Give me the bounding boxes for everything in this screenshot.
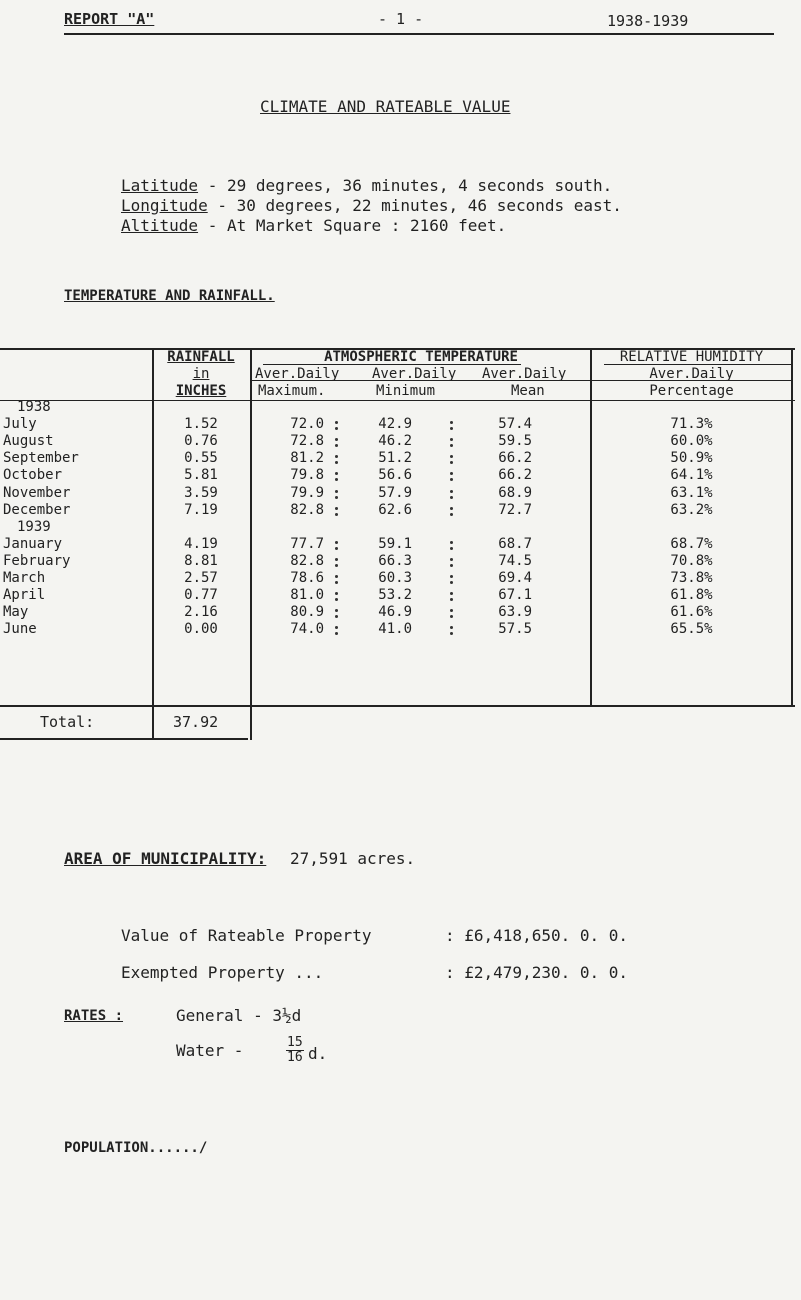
max-temp-cell: 79.8 [290, 467, 324, 484]
min-temp-cell: 46.2 [378, 433, 412, 450]
min-header-avg: Aver.Daily [372, 366, 457, 382]
report-label: REPORT "A" [64, 10, 155, 28]
separator-dot [450, 455, 453, 458]
year-label: 1939 [17, 518, 51, 535]
max-temp-cell: 72.8 [290, 433, 324, 450]
separator-dot [335, 564, 338, 567]
water-suffix: d. [308, 1044, 328, 1063]
max-header-avg: Aver.Daily [255, 366, 340, 382]
month-label: November [3, 484, 71, 501]
humidity-header-pct: Percentage [649, 383, 734, 399]
max-temp-cell: 81.2 [290, 450, 324, 467]
separator-dot [335, 558, 338, 561]
separator-dot [335, 455, 338, 458]
general-value: 3½d [272, 1006, 302, 1025]
separator-dot [335, 472, 338, 475]
latitude-label: Latitude [121, 176, 199, 195]
separator-dot [450, 490, 453, 493]
min-temp-cell: 60.3 [378, 570, 412, 586]
mean-temp-cell: 72.7 [498, 501, 532, 518]
separator-dot [450, 496, 453, 499]
min-temp-cell: 42.9 [378, 416, 412, 433]
mean-header: Mean [511, 383, 545, 399]
humidity-cell: 63.1% [670, 484, 713, 501]
longitude-label: Longitude [121, 196, 208, 215]
header-bottom-rule [0, 400, 795, 401]
exempted-label: Exempted Property ... [121, 963, 324, 982]
section-title: TEMPERATURE AND RAINFALL. [64, 288, 275, 304]
table-bottom-rule [0, 705, 795, 707]
latitude-value: - 29 degrees, 36 minutes, 4 seconds south. [198, 176, 613, 195]
mean-temp-cell: 57.4 [498, 416, 532, 433]
humidity-cell: 64.1% [670, 467, 713, 484]
separator-dot [450, 421, 453, 424]
altitude-value: - At Market Square : 2160 feet. [198, 216, 507, 235]
month-label: May [3, 604, 29, 621]
separator-dot [335, 541, 338, 544]
header-rule [64, 33, 774, 35]
max-temp-cell: 80.9 [290, 604, 324, 621]
humidity-cell: 65.5% [670, 621, 713, 638]
rainfall-cell: 8.81 [184, 552, 218, 569]
humidity-cell: 73.8% [670, 570, 713, 586]
min-header: Minimum [376, 383, 436, 399]
separator-dot [450, 598, 453, 601]
separator-dot [335, 461, 338, 464]
month-label: April [3, 587, 46, 604]
separator-dot [450, 438, 453, 441]
rates-general [176, 1006, 301, 1025]
humidity-header-avg: Aver.Daily [649, 366, 734, 382]
mean-temp-cell: 68.9 [498, 484, 532, 501]
rateable-label: Value of Rateable Property [121, 926, 372, 945]
water-label: Water - [176, 1041, 244, 1060]
separator-dot [450, 581, 453, 584]
mean-temp-cell: 69.4 [498, 570, 532, 586]
month-label: September [3, 450, 79, 467]
max-temp-cell: 77.7 [290, 535, 324, 552]
col-divider-right [791, 348, 793, 706]
month-label: March [3, 570, 46, 586]
min-temp-cell: 53.2 [378, 587, 412, 604]
rainfall-header: RAINFALL [167, 349, 235, 365]
rainfall-cell: 0.77 [184, 587, 218, 604]
rainfall-cell: 1.52 [184, 416, 218, 433]
separator-dot [335, 598, 338, 601]
rates-label: RATES : [64, 1008, 124, 1024]
latitude-line [121, 176, 612, 195]
area-value: 27,591 acres. [289, 849, 416, 868]
rainfall-cell: 2.57 [184, 570, 218, 586]
area-label: AREA OF MUNICIPALITY: [64, 849, 267, 868]
humidity-cell: 61.8% [670, 587, 713, 604]
exempted-value: : £2,479,230. 0. 0. [445, 963, 629, 982]
total-bottom-rule [0, 738, 248, 740]
total-value: 37.92 [173, 713, 219, 731]
humidity-header: RELATIVE HUMIDITY [619, 349, 764, 365]
rainfall-cell: 0.76 [184, 433, 218, 450]
max-temp-cell: 82.8 [290, 552, 324, 569]
longitude-line [121, 196, 622, 215]
page-title: CLIMATE AND RATEABLE VALUE [260, 97, 511, 116]
separator-dot [450, 461, 453, 464]
min-temp-cell: 46.9 [378, 604, 412, 621]
separator-dot [450, 478, 453, 481]
humidity-cell: 61.6% [670, 604, 713, 621]
min-temp-cell: 57.9 [378, 484, 412, 501]
separator-dot [335, 615, 338, 618]
min-temp-cell: 59.1 [378, 535, 412, 552]
mean-temp-cell: 67.1 [498, 587, 532, 604]
rainfall-header-inches: INCHES [175, 383, 227, 399]
separator-dot [450, 564, 453, 567]
month-label: October [3, 467, 63, 484]
separator-dot [335, 609, 338, 612]
report-year: 1938-1939 [607, 12, 689, 30]
humidity-cell: 68.7% [670, 535, 713, 552]
rainfall-cell: 0.55 [184, 450, 218, 467]
month-label: July [3, 416, 37, 433]
separator-dot [335, 575, 338, 578]
max-temp-cell: 74.0 [290, 621, 324, 638]
general-label: General - [176, 1006, 273, 1025]
rainfall-cell: 0.00 [184, 621, 218, 638]
area-line [64, 849, 415, 868]
separator-dot [335, 438, 338, 441]
min-temp-cell: 62.6 [378, 501, 412, 518]
rainfall-cell: 7.19 [184, 501, 218, 518]
humidity-cell: 60.0% [670, 433, 713, 450]
separator-dot [335, 632, 338, 635]
separator-dot [450, 513, 453, 516]
separator-dot [450, 444, 453, 447]
separator-dot [335, 547, 338, 550]
max-temp-cell: 82.8 [290, 501, 324, 518]
separator-dot [450, 626, 453, 629]
humidity-cell: 71.3% [670, 416, 713, 433]
year-label: 1938 [17, 399, 51, 415]
separator-dot [335, 478, 338, 481]
separator-dot [450, 507, 453, 510]
page-number: - 1 - [378, 10, 424, 28]
separator-dot [450, 592, 453, 595]
humidity-cell: 50.9% [670, 450, 713, 467]
month-label: February [3, 552, 71, 569]
max-temp-cell: 72.0 [290, 416, 324, 433]
mean-temp-cell: 74.5 [498, 552, 532, 569]
separator-dot [335, 444, 338, 447]
separator-dot [450, 609, 453, 612]
population-continued: POPULATION....../ [64, 1140, 208, 1156]
mean-temp-cell: 59.5 [498, 433, 532, 450]
altitude-label: Altitude [121, 216, 199, 235]
altitude-line [121, 216, 506, 235]
rainfall-cell: 4.19 [184, 535, 218, 552]
max-temp-cell: 81.0 [290, 587, 324, 604]
separator-dot [335, 581, 338, 584]
longitude-value: - 30 degrees, 22 minutes, 46 seconds east. [207, 196, 622, 215]
separator-dot [450, 472, 453, 475]
water-fraction [286, 1036, 304, 1065]
mean-temp-cell: 57.5 [498, 621, 532, 638]
humidity-cell: 63.2% [670, 501, 713, 518]
rainfall-cell: 5.81 [184, 467, 218, 484]
min-temp-cell: 41.0 [378, 621, 412, 638]
min-temp-cell: 56.6 [378, 467, 412, 484]
rainfall-cell: 3.59 [184, 484, 218, 501]
separator-dot [335, 496, 338, 499]
separator-dot [450, 632, 453, 635]
total-label: Total: [40, 713, 95, 731]
month-label: June [3, 621, 37, 638]
mean-temp-cell: 66.2 [498, 450, 532, 467]
max-temp-cell: 79.9 [290, 484, 324, 501]
temperature-header: ATMOSPHERIC TEMPERATURE [324, 349, 518, 365]
separator-dot [335, 427, 338, 430]
separator-dot [335, 507, 338, 510]
separator-dot [450, 547, 453, 550]
mean-temp-cell: 68.7 [498, 535, 532, 552]
max-header: Maximum. [258, 383, 326, 399]
rainfall-header-in: in [192, 366, 210, 382]
mean-temp-cell: 66.2 [498, 467, 532, 484]
water-denominator: 16 [287, 1050, 303, 1065]
mean-temp-cell: 63.9 [498, 604, 532, 621]
humidity-cell: 70.8% [670, 552, 713, 569]
separator-dot [450, 541, 453, 544]
separator-dot [450, 558, 453, 561]
separator-dot [450, 575, 453, 578]
separator-dot [335, 626, 338, 629]
min-temp-cell: 66.3 [378, 552, 412, 569]
water-numerator: 15 [287, 1035, 303, 1050]
rainfall-cell: 2.16 [184, 604, 218, 621]
separator-dot [335, 421, 338, 424]
separator-dot [335, 592, 338, 595]
min-temp-cell: 51.2 [378, 450, 412, 467]
month-label: December [3, 501, 71, 518]
month-label: August [3, 433, 54, 450]
separator-dot [335, 490, 338, 493]
month-label: January [3, 535, 63, 552]
max-temp-cell: 78.6 [290, 570, 324, 586]
col-divider-temp [590, 348, 592, 706]
mean-header-avg: Aver.Daily [482, 366, 567, 382]
separator-dot [450, 615, 453, 618]
rateable-value: : £6,418,650. 0. 0. [445, 926, 629, 945]
separator-dot [335, 513, 338, 516]
separator-dot [450, 427, 453, 430]
